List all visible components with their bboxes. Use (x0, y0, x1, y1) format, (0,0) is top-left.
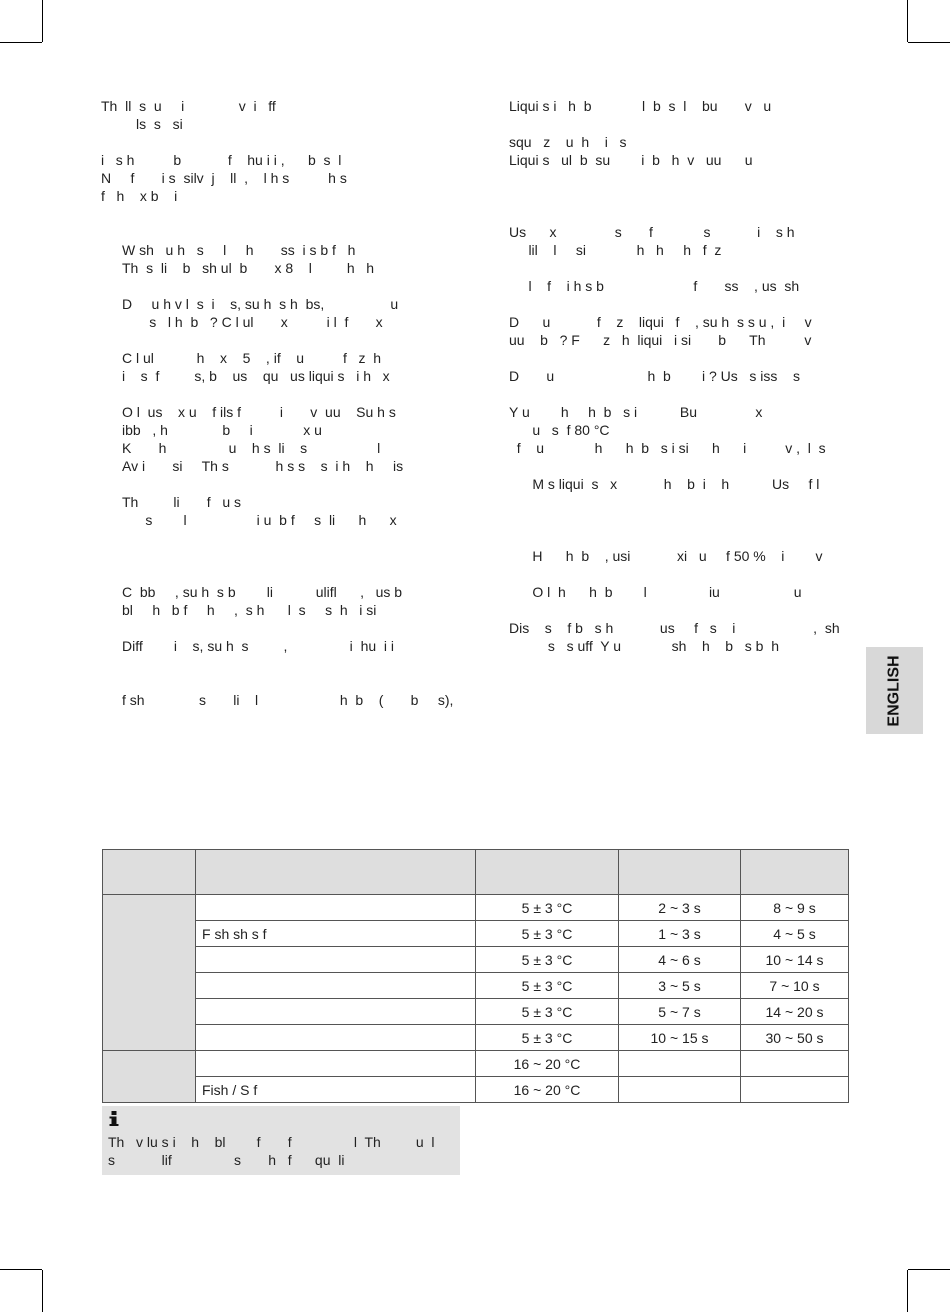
paragraph-line: Th li f u s (122, 494, 242, 510)
table-header-cell (619, 850, 741, 895)
paragraph-line: Dis s f b s h us f s i , sh (509, 620, 840, 636)
duration-cell: 7 ~ 10 s (741, 973, 849, 999)
food-cell (196, 1051, 476, 1077)
crop-mark (908, 1269, 950, 1270)
temperature-cell: 5 ± 3 °C (476, 999, 619, 1025)
duration-cell: 8 ~ 9 s (741, 895, 849, 921)
language-tab-label: ENGLISH (885, 654, 903, 727)
duration-cell: 3 ~ 5 s (619, 973, 741, 999)
crop-mark (908, 42, 950, 43)
paragraph-line: M s liqui s x h b i h Us f l (509, 476, 820, 492)
table-header-row (103, 850, 849, 895)
temperature-cell: 5 ± 3 °C (476, 1025, 619, 1051)
paragraph-line: Liqui s ul b su i b h v uu u (509, 152, 753, 168)
duration-cell: 4 ~ 6 s (619, 947, 741, 973)
paragraph-line: bl h b f h , s h l s s h i si (122, 602, 377, 618)
paragraph-line: O l h h b l iu u (509, 584, 802, 600)
paragraph-line: C bb , su h s b li ulifl , us b (122, 584, 403, 600)
paragraph-line: u s f 80 °C (509, 422, 610, 438)
paragraph-line: D u h v l s i s, su h s h bs, u (122, 296, 399, 312)
paragraph-line: Diff i s, su h s , i hu i i (122, 638, 395, 654)
table-row (103, 1077, 849, 1103)
crop-mark (0, 42, 42, 43)
category-cell (103, 895, 196, 1051)
paragraph-line: Liqui s i h b l b s l bu v u (509, 98, 772, 114)
paragraph-line: s l i u b f s li h x (122, 512, 397, 528)
paragraph-line: i s f s, b us qu us liqui s i h x (122, 368, 390, 384)
table-row (103, 1051, 849, 1077)
paragraph-line: D u h b i ? Us s iss s (509, 368, 800, 384)
table-row (103, 973, 849, 999)
paragraph-line: Th ll s u i v i ff (101, 98, 276, 114)
duration-cell: 30 ~ 50 s (741, 1025, 849, 1051)
right-column (509, 97, 849, 655)
paragraph-line: Av i si Th s h s s s i h h is (122, 458, 404, 474)
paragraph-line: f sh s li l h b ( b s), (122, 692, 454, 708)
paragraph-line: O l us x u f ils f i v uu Su h s (122, 404, 396, 420)
paragraph-line: f h x b i (101, 188, 178, 204)
temperature-cell: 5 ± 3 °C (476, 947, 619, 973)
crop-mark (42, 0, 43, 42)
paragraph-line: s s uff Y u sh h b s b h (509, 638, 780, 654)
paragraph-line: i s h b f hu i i , b s l (101, 152, 342, 168)
table-row (103, 895, 849, 921)
food-cell: Fish / S f (196, 1077, 476, 1103)
paragraph-line: lil l si h h h f z (509, 242, 722, 258)
crop-mark (0, 1269, 42, 1270)
duration-cell (619, 1077, 741, 1103)
food-cell (196, 1025, 476, 1051)
paragraph-line: Th s li b sh ul b x 8 l h h (122, 260, 375, 276)
left-column (101, 97, 461, 709)
food-cell (196, 895, 476, 921)
duration-cell: 10 ~ 14 s (741, 947, 849, 973)
paragraph-line: H h b , usi xi u f 50 % i v (509, 548, 823, 564)
paragraph-line: uu b ? F z h liqui i si b Th v (509, 332, 812, 348)
food-cell: F sh sh s f (196, 921, 476, 947)
storage-table (102, 849, 849, 1103)
paragraph-line: Y u h h b s i Bu x (509, 404, 763, 420)
food-cell (196, 947, 476, 973)
temperature-cell: 5 ± 3 °C (476, 895, 619, 921)
temperature-cell: 16 ~ 20 °C (476, 1077, 619, 1103)
temperature-cell: 5 ± 3 °C (476, 921, 619, 947)
table-header-cell (103, 850, 196, 895)
table-row (103, 999, 849, 1025)
food-cell (196, 999, 476, 1025)
paragraph-line: N f i s silv j ll , l h s h s (101, 170, 347, 186)
note-line: Th v lu s i h bl f f l Th u l (108, 1134, 435, 1150)
temperature-cell: 5 ± 3 °C (476, 973, 619, 999)
duration-cell: 4 ~ 5 s (741, 921, 849, 947)
paragraph-line: squ z u h i s (509, 134, 627, 150)
paragraph-line: W sh u h s l h ss i s b f h (122, 242, 356, 258)
table-header-cell (741, 850, 849, 895)
crop-mark (907, 1270, 908, 1312)
info-icon (108, 1111, 120, 1126)
crop-mark (42, 1270, 43, 1312)
info-note (102, 1106, 460, 1175)
duration-cell (741, 1077, 849, 1103)
paragraph-line: K h u h s li s l (122, 440, 381, 456)
category-cell (103, 1051, 196, 1103)
temperature-cell: 16 ~ 20 °C (476, 1051, 619, 1077)
duration-cell: 5 ~ 7 s (619, 999, 741, 1025)
paragraph-line: Us x s f s i s h (509, 224, 795, 240)
duration-cell: 14 ~ 20 s (741, 999, 849, 1025)
crop-mark (907, 0, 908, 42)
paragraph-line: D u f z liqui f , su h s s u , i v (509, 314, 812, 330)
duration-cell: 10 ~ 15 s (619, 1025, 741, 1051)
table-header-cell (476, 850, 619, 895)
paragraph-line: s l h b ? C l ul x i l f x (122, 314, 383, 330)
note-line: s lif s h f qu li (108, 1152, 345, 1168)
table-header-cell (196, 850, 476, 895)
paragraph-line: l f i h s b f ss , us sh (509, 278, 800, 294)
duration-cell (741, 1051, 849, 1077)
table-row (103, 921, 849, 947)
duration-cell (619, 1051, 741, 1077)
paragraph-line: f u h h b s i si h i v , l s (509, 440, 826, 456)
duration-cell: 1 ~ 3 s (619, 921, 741, 947)
food-cell (196, 973, 476, 999)
duration-cell: 2 ~ 3 s (619, 895, 741, 921)
paragraph-line: ibb , h b i x u (122, 422, 322, 438)
paragraph-line: ls s si (101, 116, 183, 132)
language-tab (866, 647, 923, 734)
paragraph-line: C l ul h x 5 , if u f z h (122, 350, 382, 366)
table-row (103, 947, 849, 973)
table-row (103, 1025, 849, 1051)
